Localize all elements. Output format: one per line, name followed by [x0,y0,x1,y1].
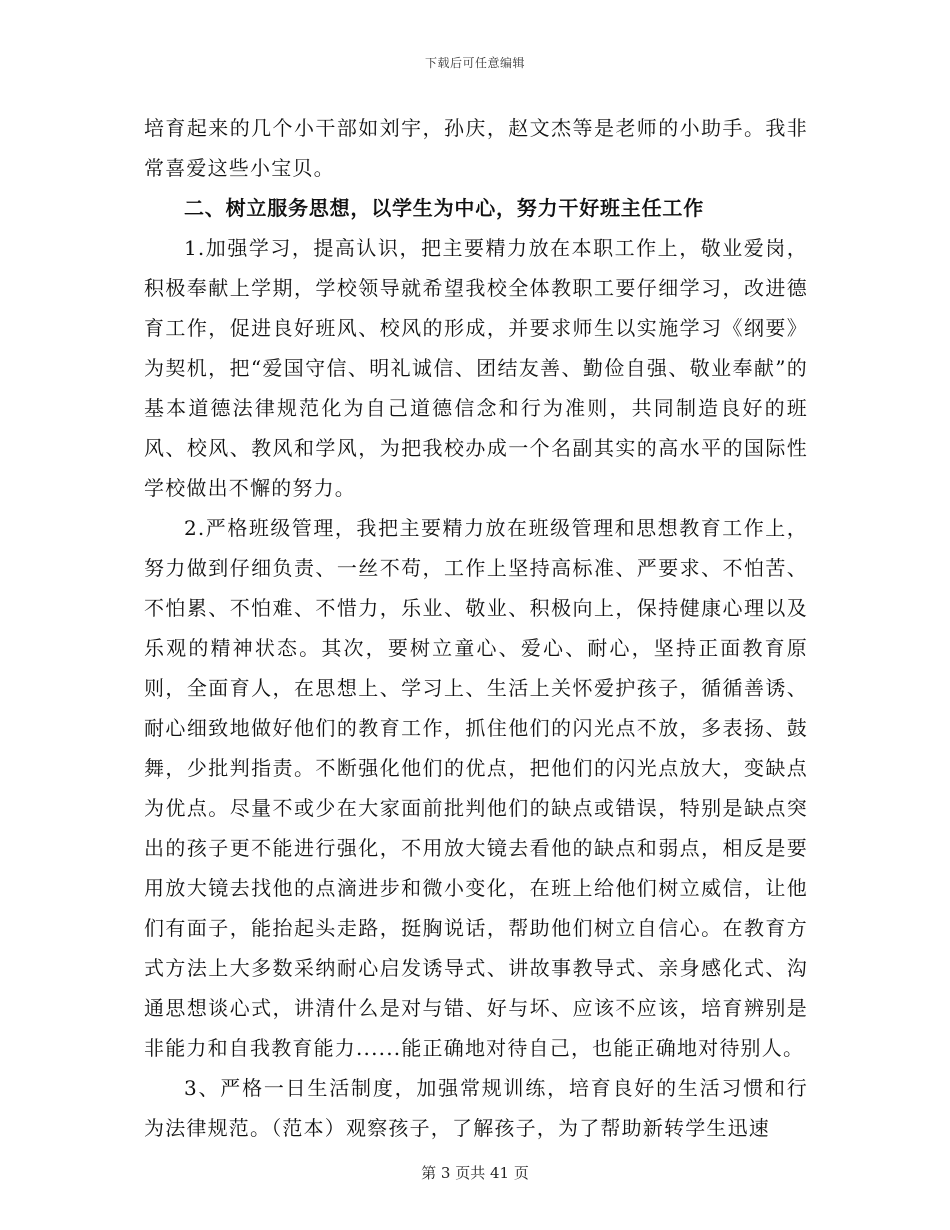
paragraph-continued: 培育起来的几个小干部如刘宇，孙庆，赵文杰等是老师的小助手。我非常喜爱这些小宝贝。 [144,116,808,180]
section-heading: 二、树立服务思想，以学生为中心，努力干好班主任工作 [184,196,704,220]
page-number: 第 3 页共 41 页 [421,1164,529,1182]
paragraph-3: 3、严格一日生活制度，加强常规训练，培育良好的生活习惯和行为法律规范。（范本）观察孩子，了解孩子，为了帮助新转学生迅速 [144,1076,808,1140]
page-header-note: 下载后可任意编辑 [424,56,525,70]
document-body [144,108,808,1148]
paragraph-2: 2.严格班级管理，我把主要精力放在班级管理和思想教育工作上，努力做到仔细负责、一丝不苟，工作上坚持高标准、严要求、不怕苦、不怕累、不怕难、不惜力，乐业、敬业、积极向上，保持健康心理以及乐观的精神状态。其次，要树立童心、爱心、耐心，坚持正面教育原则，全面育人，在思想上、学习上、生活上关怀爱护孩子，循循善诱、耐心细致地做好他们的教育工作，抓住他们的闪光点不放，多表扬、鼓舞，少批判指责。不断强化他们的优点，把他们的闪光点放大，变缺点为优点。尽量不或少在大家面前批判他们的缺点或错误，特别是缺点突出的孩子更不能进行强化，不用放大镜去看他的缺点和弱点，相反是要用放大镜去找他的点滴进步和微小变化，在班上给他们树立威信，让他们有面子，能抬起头走路，挺胸说话，帮助他们树立自信心。在教育方式方法上大多数采纳耐心启发诱导式、讲故事教导式、亲身感化式、沟通思想谈心式，讲清什么是对与错、好与坏、应该不应该，培育辨别是非能力和自我教育能力......能正确地对待自己，也能正确地对待别人。 [144,516,808,1060]
paragraph-1: 1.加强学习，提高认识，把主要精力放在本职工作上，敬业爱岗，积极奉献上学期，学校领导就希望我校全体教职工要仔细学习，改进德育工作，促进良好班风、校风的形成，并要求师生以实施学习《纲要》为契机，把“爱国守信、明礼诚信、团结友善、勤俭自强、敬业奉献”的基本道德法律规范化为自己道德信念和行为准则，共同制造良好的班风、校风、教风和学风，为把我校办成一个名副其实的高水平的国际性学校做出不懈的努力。 [144,236,808,500]
